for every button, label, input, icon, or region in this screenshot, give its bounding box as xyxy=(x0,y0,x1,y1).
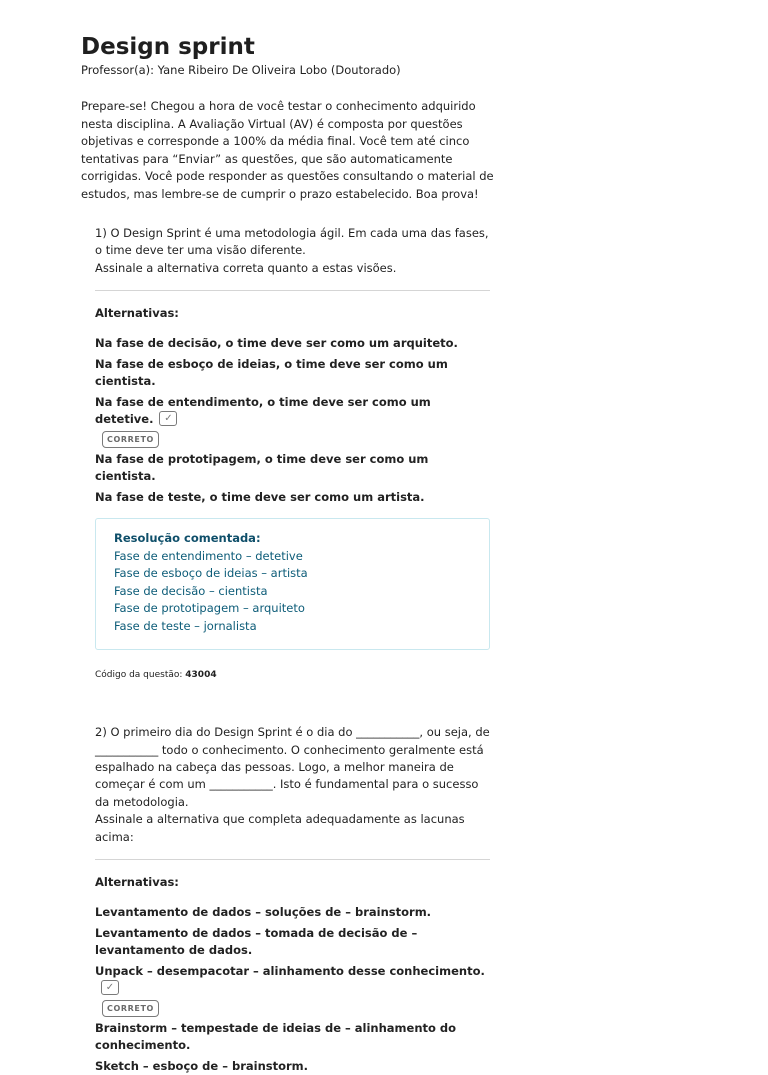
resolution-line: Fase de prototipagem – arquiteto xyxy=(114,601,305,616)
question-1 xyxy=(95,225,490,680)
alternative-option[interactable] xyxy=(95,1058,490,1075)
correct-badge: CORRETO xyxy=(102,431,159,448)
divider xyxy=(95,859,490,860)
question-statement xyxy=(95,225,490,277)
professor-name: Professor(a): Yane Ribeiro De Oliveira Lobo (Doutorado) xyxy=(81,63,401,77)
correct-badge: CORRETO xyxy=(102,1000,159,1017)
resolution-line: Fase de teste – jornalista xyxy=(114,618,257,633)
alternative-option-selected[interactable] xyxy=(95,394,490,448)
question-code xyxy=(95,670,490,680)
commented-resolution xyxy=(95,518,490,650)
checkmark-icon: ✓ xyxy=(159,411,177,426)
alternative-label: Na fase de teste, o time deve ser como um artista. xyxy=(95,489,425,504)
question-instruction: Assinale a alternativa correta quanto a estas visões. xyxy=(95,260,397,275)
resolution-line: Fase de entendimento – detetive xyxy=(114,548,303,563)
alternative-option[interactable] xyxy=(95,489,490,507)
alternative-label: Na fase de entendimento, o time deve ser como um detetive. xyxy=(95,394,431,427)
alternatives-title: Alternativas: xyxy=(95,306,179,321)
alternatives-list xyxy=(95,904,490,1075)
alternative-option[interactable] xyxy=(95,1020,490,1055)
page-title: Design sprint xyxy=(81,34,255,60)
alternative-label: Na fase de prototipagem, o time deve ser como um cientista. xyxy=(95,451,429,484)
checkmark-icon: ✓ xyxy=(101,980,119,995)
alternative-option[interactable] xyxy=(95,904,490,922)
divider xyxy=(95,290,490,291)
resolution-line: Fase de esboço de ideias – artista xyxy=(114,566,308,581)
alternatives-title: Alternativas: xyxy=(95,875,179,890)
question-code-label: Código da questão: xyxy=(95,670,183,681)
alternative-option[interactable] xyxy=(95,925,490,960)
alternative-label: Levantamento de dados – tomada de decisão de – levantamento de dados. xyxy=(95,925,418,958)
alternative-label: Levantamento de dados – soluções de – brainstorm. xyxy=(95,905,432,920)
resolution-title: Resolução comentada: xyxy=(114,531,261,546)
alternative-option-selected[interactable] xyxy=(95,963,490,1017)
question-statement xyxy=(95,724,490,846)
question-text: 1) O Design Sprint é uma metodologia ágil. Em cada uma das fases, o time deve ter uma visão diferente. xyxy=(95,226,489,258)
question-code-value: 43004 xyxy=(185,670,217,681)
intro-text: Prepare-se! Chegou a hora de você testar o conhecimento adquirido nesta disciplina. A Avaliação Virtual (AV) é composta por questões objetivas e corresponde a 100% da média final. Você tem até cinco tentativas para “Enviar” as questões, que são automaticamente corrigidas. Você pode responder as questões consultando o material de estudos, mas lembre-se de cumprir o prazo estabelecido. Boa prova! xyxy=(81,99,494,201)
alternative-option[interactable] xyxy=(95,451,490,486)
question-text: 2) O primeiro dia do Design Sprint é o dia do ___________, ou seja, de ___________ todo o conhecimento. O conhecimento geralmente está espalhado na cabeça das pessoas. Logo, a melhor maneira de começar é com um ___________. Isto é fundamental para o sucesso da metodologia. xyxy=(95,725,490,809)
alternative-option[interactable] xyxy=(95,335,490,353)
question-2 xyxy=(95,724,490,1075)
alternative-option[interactable] xyxy=(95,356,490,391)
question-instruction: Assinale a alternativa que completa adequadamente as lacunas acima: xyxy=(95,812,465,844)
resolution-line: Fase de decisão – cientista xyxy=(114,583,268,598)
alternative-label: Brainstorm – tempestade de ideias de – alinhamento do conhecimento. xyxy=(95,1020,457,1053)
alternative-label: Na fase de esboço de ideias, o time deve ser como um cientista. xyxy=(95,356,448,389)
alternative-label: Unpack – desempacotar – alinhamento desse conhecimento. xyxy=(95,963,485,978)
alternatives-list xyxy=(95,335,490,506)
alternative-label: Na fase de decisão, o time deve ser como um arquiteto. xyxy=(95,336,458,351)
alternative-label: Sketch – esboço de – brainstorm. xyxy=(95,1058,309,1073)
